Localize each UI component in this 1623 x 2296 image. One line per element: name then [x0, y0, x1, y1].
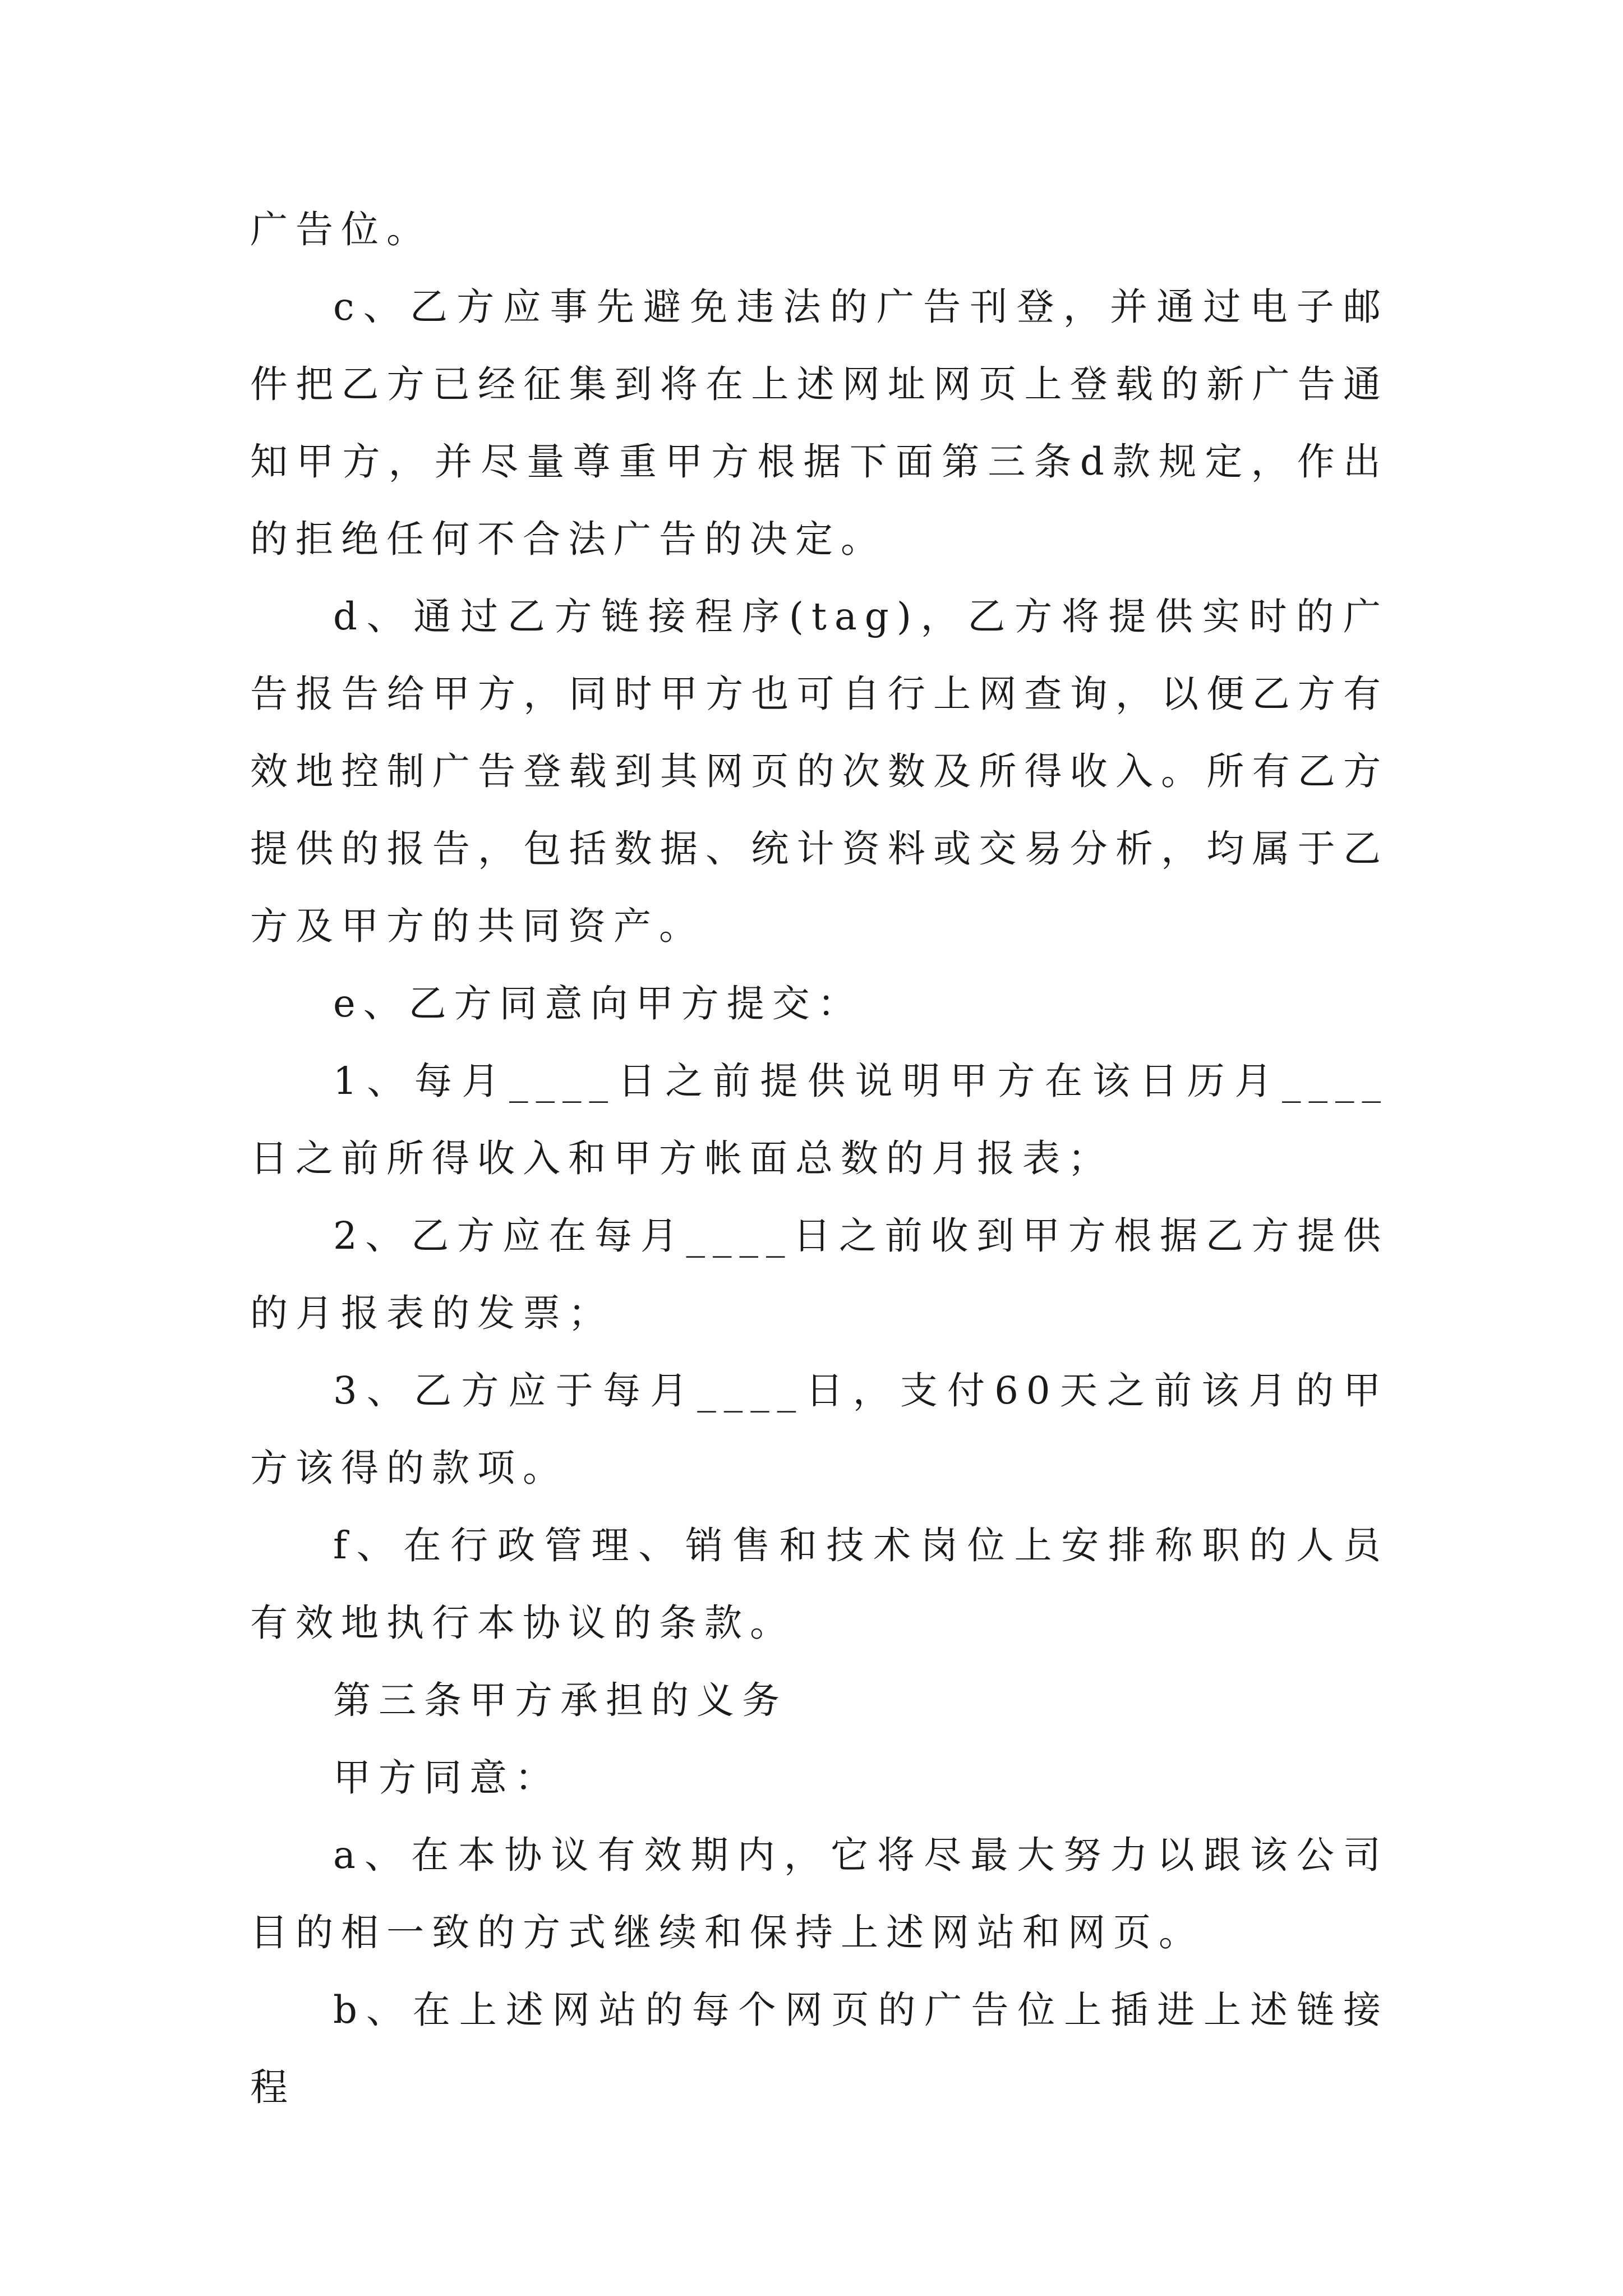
- paragraph-item-1: 1、每月____日之前提供说明甲方在该日历月____日之前所得收入和甲方帐面总数的月报表；: [250, 1059, 1389, 1180]
- paragraph-clause-f: f、在行政管理、销售和技术岗位上安排称职的人员有效地执行本协议的条款。: [250, 1524, 1389, 1645]
- paragraph-clause-c: c、乙方应事先避免违法的广告刊登，并通过电子邮件把乙方已经征集到将在上述网址网页上登载的新广告通知甲方，并尽量尊重甲方根据下面第三条d款规定，作出的拒绝任何不合法广告的决定。: [250, 285, 1389, 561]
- paragraph-clause-d: d、通过乙方链接程序(tag)，乙方将提供实时的广告报告给甲方，同时甲方也可自行上网查询，以便乙方有效地控制广告登载到其网页的次数及所得收入。所有乙方提供的报告，包括数据、统计资料或交易分析，均属于乙方及甲方的共同资产。: [250, 595, 1389, 948]
- paragraph-clause-b: b、在上述网站的每个网页的广告位上插进上述链接程: [250, 1988, 1389, 2109]
- paragraph-item-3: 3、乙方应于每月____日，支付60天之前该月的甲方该得的款项。: [250, 1369, 1389, 1490]
- paragraph-clause-a: a、在本协议有效期内，它将尽最大努力以跟该公司目的相一致的方式继续和保持上述网站和网页。: [250, 1833, 1389, 1954]
- paragraph-continuation: 广告位。: [250, 208, 432, 251]
- paragraph-party-a-agrees: 甲方同意：: [333, 1756, 560, 1800]
- paragraph-clause-e: e、乙方同意向甲方提交：: [333, 982, 863, 1025]
- section-heading-article-3: 第三条甲方承担的义务: [333, 1678, 787, 1722]
- paragraph-item-2: 2、乙方应在每月____日之前收到甲方根据乙方提供的月报表的发票；: [250, 1214, 1389, 1335]
- document-body: [250, 191, 1389, 2126]
